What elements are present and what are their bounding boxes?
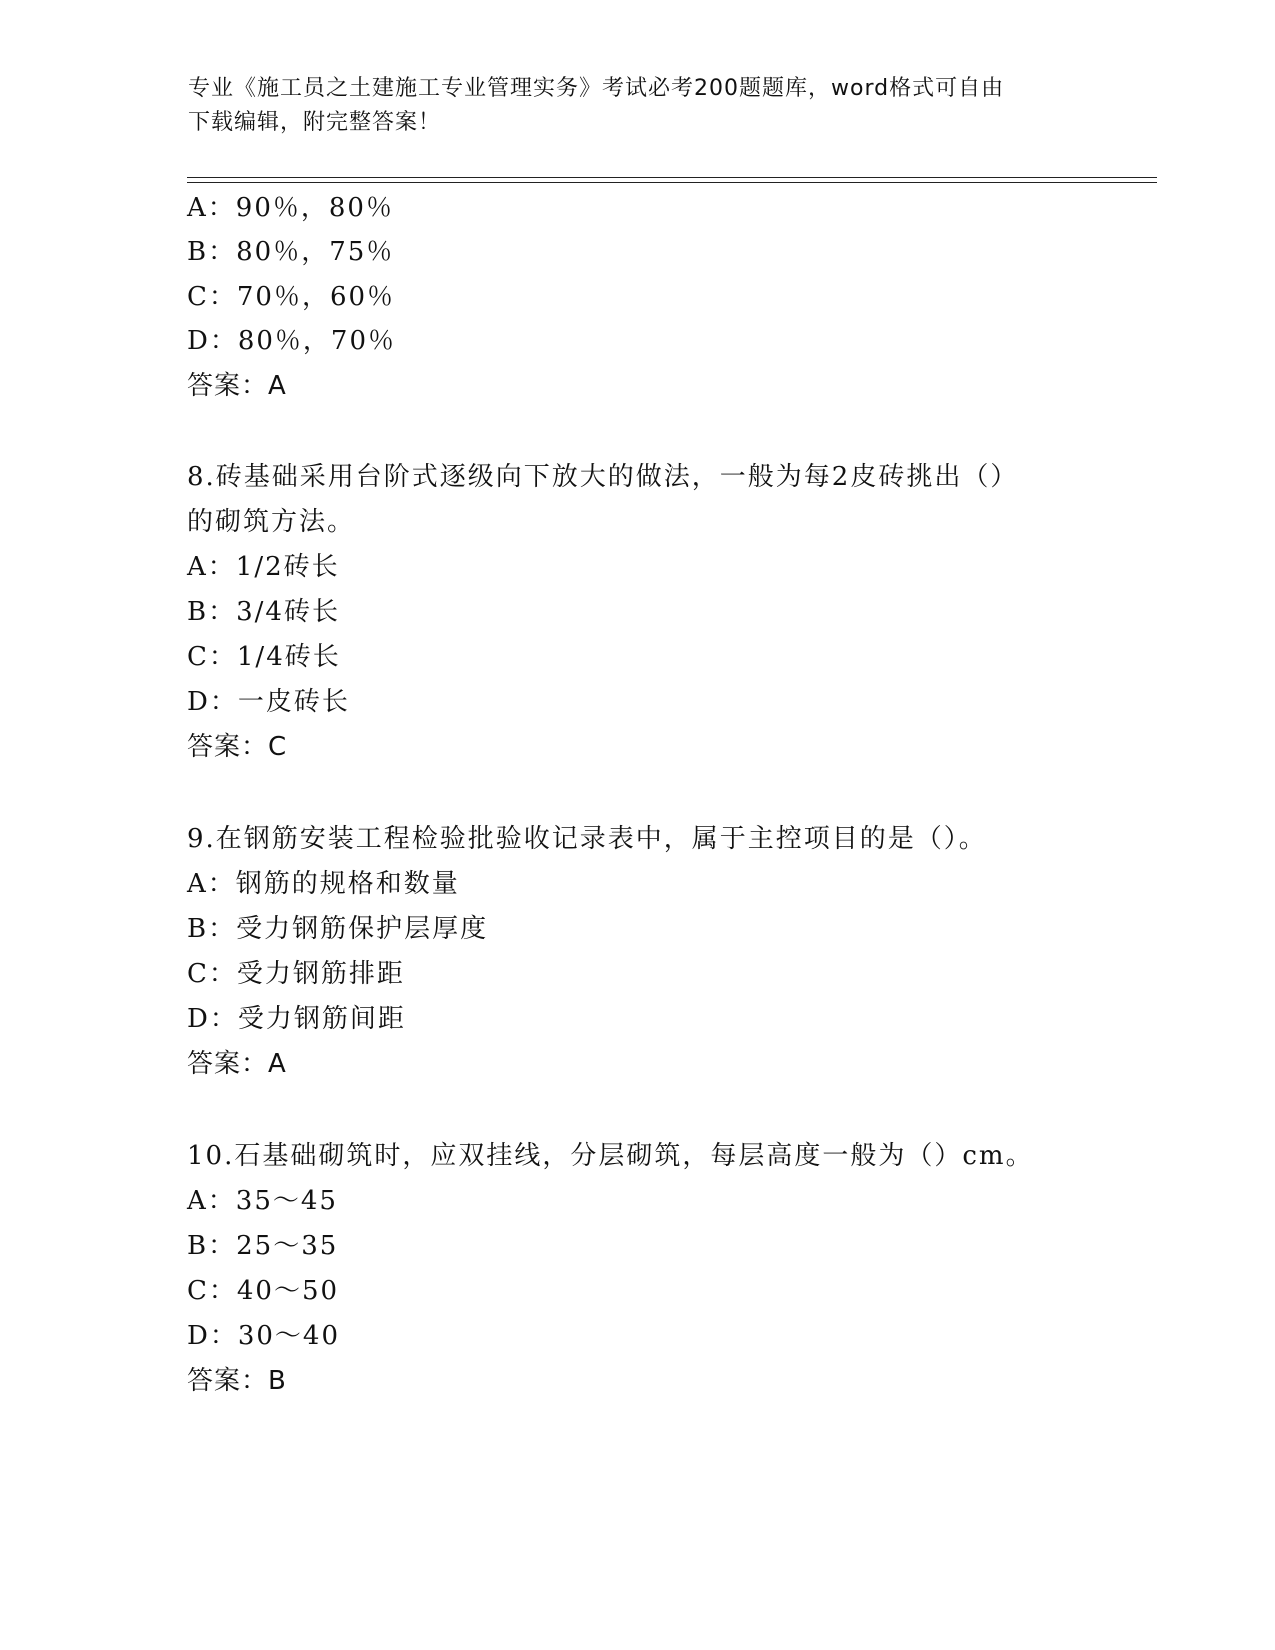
header-divider-top [187,177,1157,178]
q8-option-a: A：1/2砖长 [187,552,340,582]
q9-option-a: A：钢筋的规格和数量 [187,869,460,899]
q8-option-c: C：1/4砖长 [187,642,341,672]
q7-option-c: C：70％，60％ [187,282,396,312]
q9-stem-line-1: 9.在钢筋安装工程检验批验收记录表中，属于主控项目的是（）。 [187,824,987,854]
header-divider-bottom [187,182,1157,183]
document-header [188,72,1068,140]
q7-option-d: D：80％，70％ [187,326,397,356]
q9-option-b: B：受力钢筋保护层厚度 [187,914,489,944]
q9-answer: 答案：A [187,1049,287,1079]
q8-answer: 答案：C [187,732,288,762]
q10-option-b: B：25～35 [187,1231,339,1261]
q10-answer: 答案：B [187,1366,287,1396]
q7-option-b: B：80％，75％ [187,237,395,267]
q10-option-a: A：35～45 [187,1186,338,1216]
q8-stem-line-1: 8.砖基础采用台阶式逐级向下放大的做法，一般为每2皮砖挑出（） [187,462,1019,492]
q9-option-d: D：受力钢筋间距 [187,1004,406,1034]
q8-option-d: D：一皮砖长 [187,687,350,717]
header-line-2: 下载编辑，附完整答案！ [188,110,442,135]
q7-option-a: A：90％，80％ [187,193,394,223]
q7-answer: 答案：A [187,371,287,401]
q10-option-d: D：30～40 [187,1321,341,1351]
q10-stem-line-1: 10.石基础砌筑时，应双挂线，分层砌筑，每层高度一般为（）cm。 [187,1141,1034,1171]
q10-option-c: C：40～50 [187,1276,340,1306]
q8-stem-line-2: 的砌筑方法。 [187,507,356,537]
q9-option-c: C：受力钢筋排距 [187,959,405,989]
q8-option-b: B：3/4砖长 [187,597,340,627]
header-line-1: 专业《施工员之土建施工专业管理实务》考试必考200题题库，word格式可自由 [188,76,1005,101]
